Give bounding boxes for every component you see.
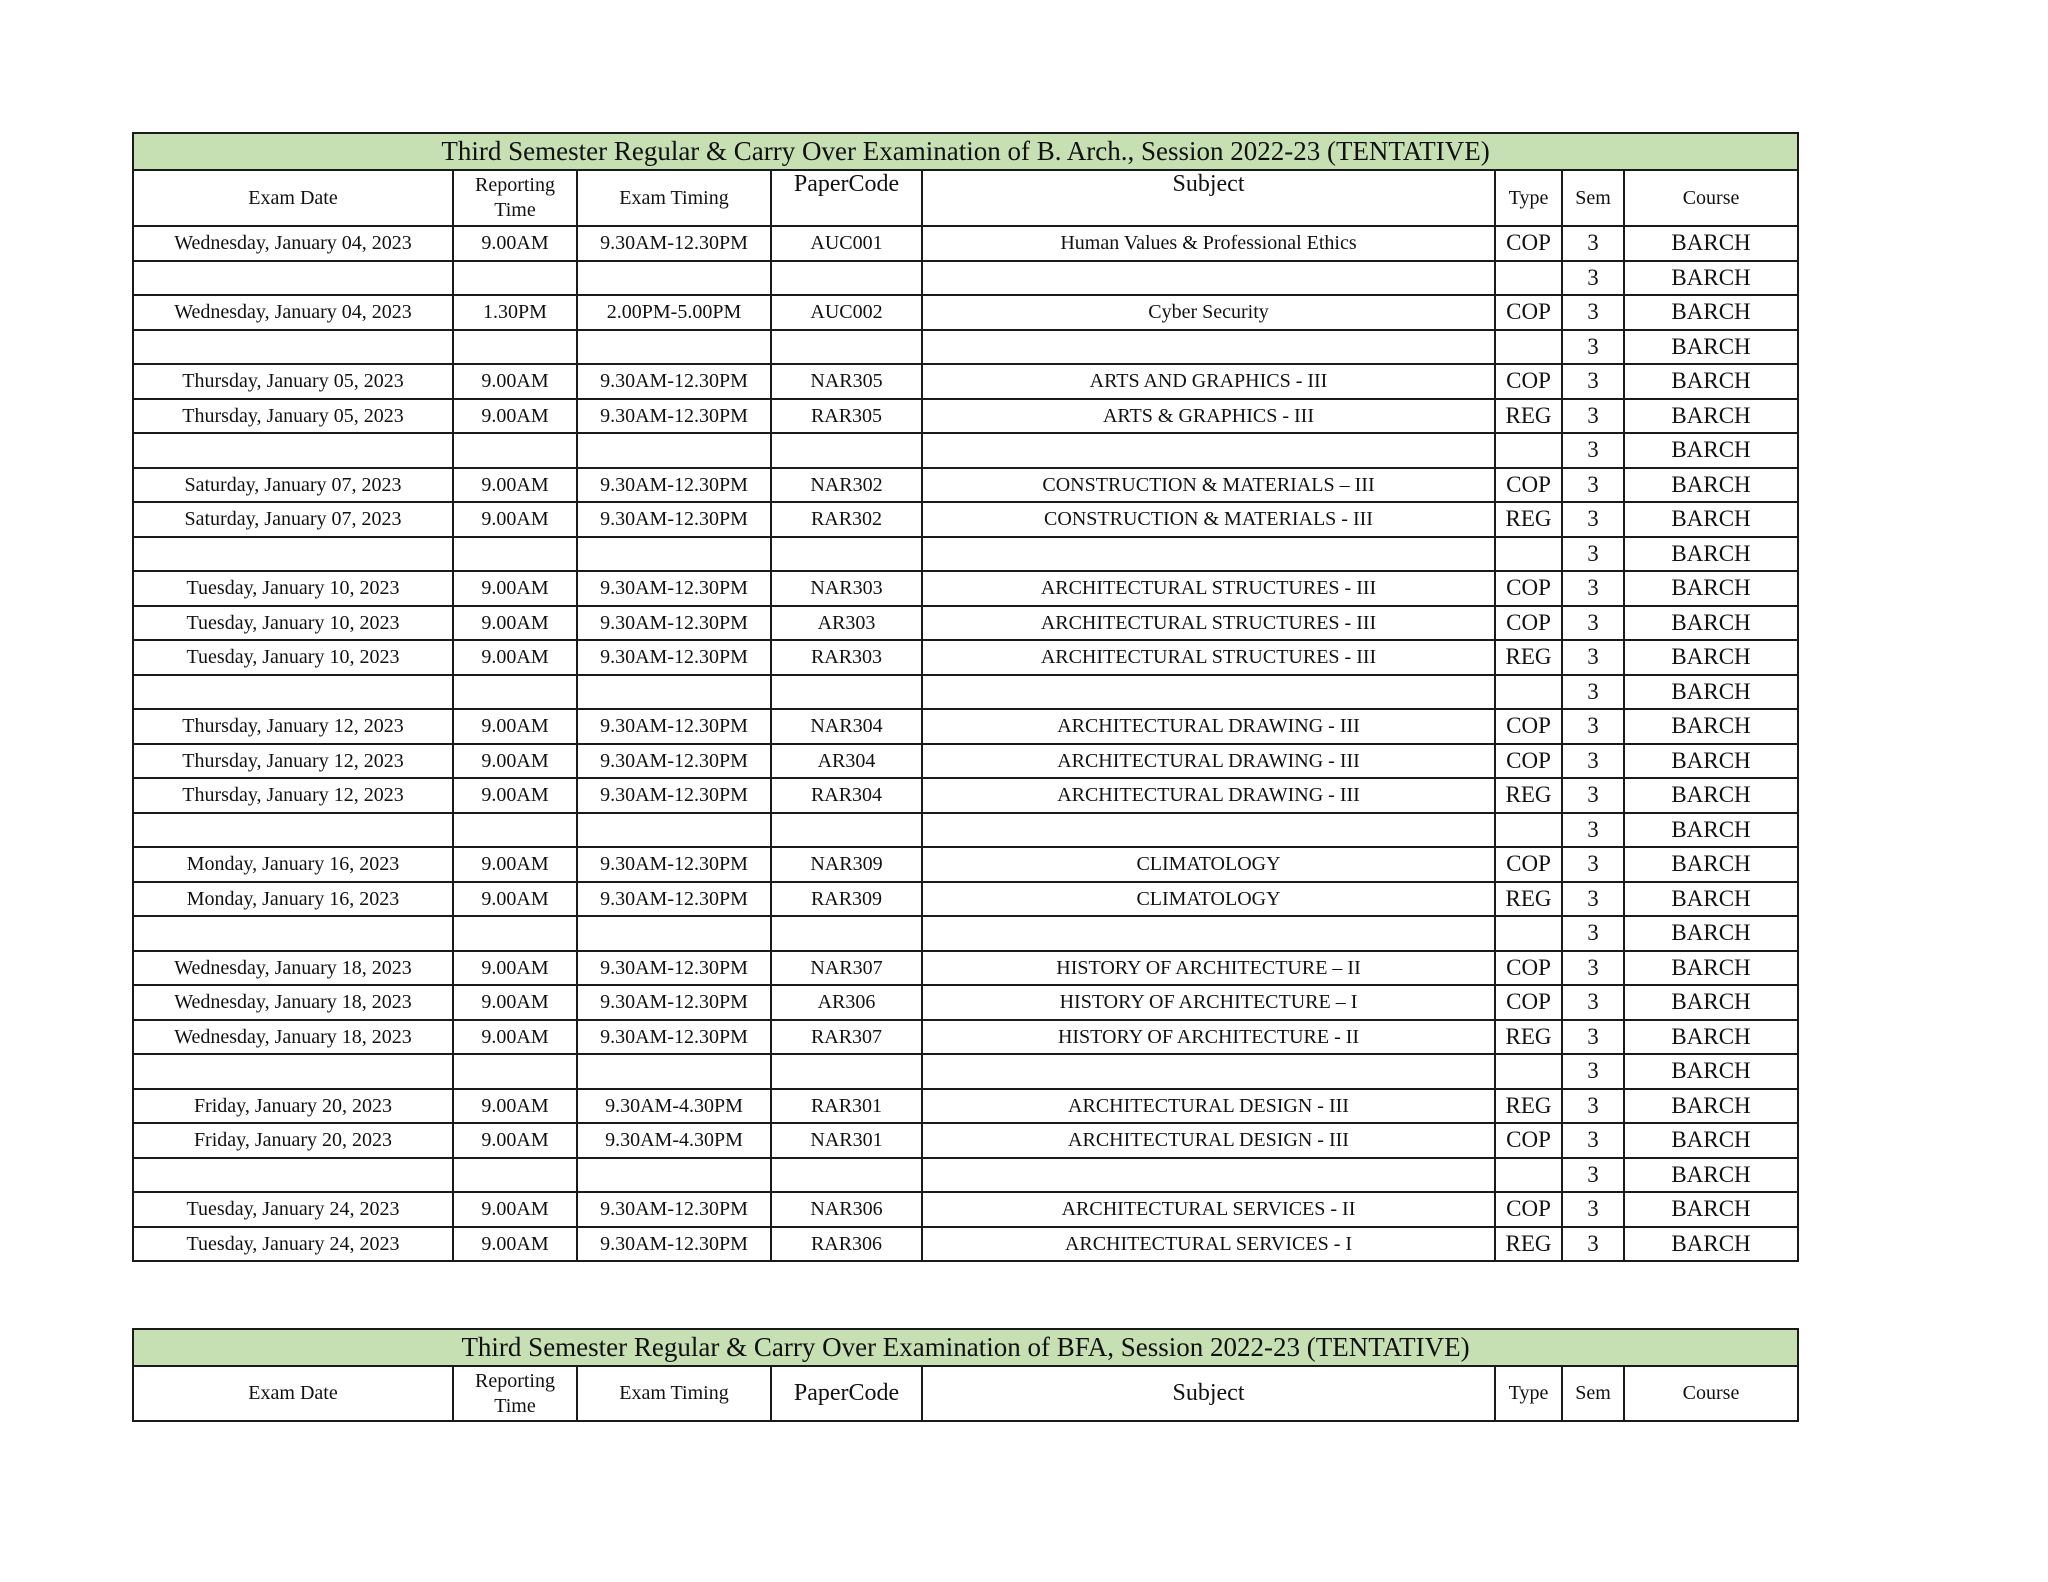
table-row <box>133 502 1798 537</box>
reporting-time-cell <box>453 537 577 572</box>
sem-cell: 3 <box>1562 847 1624 882</box>
table-row <box>133 399 1798 434</box>
paper-code-cell <box>771 813 922 848</box>
exam-date-cell: Tuesday, January 24, 2023 <box>133 1192 453 1227</box>
subject-cell <box>922 1158 1495 1193</box>
course-cell: BARCH <box>1624 433 1798 468</box>
reporting-time-cell: 9.00AM <box>453 951 577 986</box>
paper-code-cell: NAR306 <box>771 1192 922 1227</box>
type-cell: COP <box>1495 226 1562 261</box>
col-header-type: Type <box>1495 1366 1562 1421</box>
exam-date-cell <box>133 537 453 572</box>
sem-cell: 3 <box>1562 1089 1624 1124</box>
reporting-time-cell: 9.00AM <box>453 502 577 537</box>
course-cell: BARCH <box>1624 778 1798 813</box>
exam-date-cell: Tuesday, January 24, 2023 <box>133 1227 453 1262</box>
sem-cell: 3 <box>1562 882 1624 917</box>
col-header-paper-code: PaperCode <box>771 170 922 226</box>
exam-timing-cell <box>577 330 771 365</box>
course-cell: BARCH <box>1624 1192 1798 1227</box>
course-cell: BARCH <box>1624 1089 1798 1124</box>
paper-code-cell: RAR302 <box>771 502 922 537</box>
type-cell <box>1495 916 1562 951</box>
course-cell: BARCH <box>1624 399 1798 434</box>
exam-date-cell: Wednesday, January 04, 2023 <box>133 226 453 261</box>
type-cell: REG <box>1495 778 1562 813</box>
sem-cell: 3 <box>1562 295 1624 330</box>
table-row <box>133 951 1798 986</box>
table-row <box>133 295 1798 330</box>
paper-code-cell: RAR305 <box>771 399 922 434</box>
sem-cell: 3 <box>1562 1192 1624 1227</box>
exam-timing-cell <box>577 675 771 710</box>
reporting-time-cell: 9.00AM <box>453 1123 577 1158</box>
subject-cell: ARCHITECTURAL STRUCTURES - III <box>922 571 1495 606</box>
type-cell <box>1495 261 1562 296</box>
paper-code-cell <box>771 537 922 572</box>
type-cell: REG <box>1495 399 1562 434</box>
exam-date-cell: Tuesday, January 10, 2023 <box>133 571 453 606</box>
exam-date-cell: Thursday, January 05, 2023 <box>133 399 453 434</box>
exam-timing-cell: 9.30AM-12.30PM <box>577 1192 771 1227</box>
type-cell <box>1495 1054 1562 1089</box>
type-cell: COP <box>1495 951 1562 986</box>
col-header-exam-date: Exam Date <box>133 170 453 226</box>
exam-timing-cell: 9.30AM-12.30PM <box>577 468 771 503</box>
reporting-time-cell: 9.00AM <box>453 640 577 675</box>
paper-code-cell: RAR307 <box>771 1020 922 1055</box>
subject-cell: ARCHITECTURAL DESIGN - III <box>922 1089 1495 1124</box>
subject-cell: Human Values & Professional Ethics <box>922 226 1495 261</box>
table-row <box>133 916 1798 951</box>
paper-code-cell: RAR304 <box>771 778 922 813</box>
type-cell: COP <box>1495 606 1562 641</box>
course-cell: BARCH <box>1624 468 1798 503</box>
exam-date-cell: Friday, January 20, 2023 <box>133 1123 453 1158</box>
exam-timing-cell: 2.00PM-5.00PM <box>577 295 771 330</box>
type-cell: COP <box>1495 709 1562 744</box>
paper-code-cell <box>771 433 922 468</box>
course-cell: BARCH <box>1624 640 1798 675</box>
table-row <box>133 433 1798 468</box>
course-cell: BARCH <box>1624 1227 1798 1262</box>
exam-timing-cell: 9.30AM-4.30PM <box>577 1089 771 1124</box>
exam-date-cell: Wednesday, January 04, 2023 <box>133 295 453 330</box>
exam-date-cell: Monday, January 16, 2023 <box>133 847 453 882</box>
sem-cell: 3 <box>1562 364 1624 399</box>
exam-date-cell: Friday, January 20, 2023 <box>133 1089 453 1124</box>
col-header-exam-date: Exam Date <box>133 1366 453 1421</box>
type-cell <box>1495 330 1562 365</box>
exam-date-cell: Thursday, January 12, 2023 <box>133 744 453 779</box>
exam-timing-cell <box>577 1158 771 1193</box>
exam-date-cell <box>133 675 453 710</box>
paper-code-cell: RAR303 <box>771 640 922 675</box>
sem-cell: 3 <box>1562 675 1624 710</box>
sem-cell: 3 <box>1562 1158 1624 1193</box>
sem-cell: 3 <box>1562 985 1624 1020</box>
exam-timing-cell: 9.30AM-12.30PM <box>577 606 771 641</box>
reporting-time-cell <box>453 916 577 951</box>
type-cell: COP <box>1495 744 1562 779</box>
exam-timing-cell: 9.30AM-12.30PM <box>577 1020 771 1055</box>
sem-cell: 3 <box>1562 709 1624 744</box>
course-cell: BARCH <box>1624 1054 1798 1089</box>
reporting-time-cell <box>453 813 577 848</box>
course-cell: BARCH <box>1624 985 1798 1020</box>
sem-cell: 3 <box>1562 640 1624 675</box>
course-cell: BARCH <box>1624 571 1798 606</box>
reporting-time-cell: 9.00AM <box>453 778 577 813</box>
table-row <box>133 813 1798 848</box>
sem-cell: 3 <box>1562 813 1624 848</box>
exam-timing-cell: 9.30AM-12.30PM <box>577 709 771 744</box>
paper-code-cell: NAR307 <box>771 951 922 986</box>
type-cell: COP <box>1495 1192 1562 1227</box>
reporting-time-cell <box>453 261 577 296</box>
exam-timing-cell: 9.30AM-12.30PM <box>577 640 771 675</box>
course-cell: BARCH <box>1624 330 1798 365</box>
sem-cell: 3 <box>1562 778 1624 813</box>
subject-cell: ARCHITECTURAL STRUCTURES - III <box>922 640 1495 675</box>
table-row <box>133 606 1798 641</box>
type-cell: REG <box>1495 640 1562 675</box>
paper-code-cell <box>771 675 922 710</box>
bfa-exam-table <box>132 1328 1799 1422</box>
course-cell: BARCH <box>1624 744 1798 779</box>
exam-date-cell: Wednesday, January 18, 2023 <box>133 1020 453 1055</box>
sem-cell: 3 <box>1562 1020 1624 1055</box>
col-header-sem: Sem <box>1562 170 1624 226</box>
exam-date-cell <box>133 330 453 365</box>
exam-date-cell <box>133 433 453 468</box>
sem-cell: 3 <box>1562 537 1624 572</box>
exam-date-cell <box>133 261 453 296</box>
paper-code-cell: NAR304 <box>771 709 922 744</box>
table-row <box>133 675 1798 710</box>
paper-code-cell: NAR301 <box>771 1123 922 1158</box>
table-row <box>133 709 1798 744</box>
exam-timing-cell: 9.30AM-12.30PM <box>577 502 771 537</box>
table-row <box>133 985 1798 1020</box>
course-cell: BARCH <box>1624 709 1798 744</box>
course-cell: BARCH <box>1624 502 1798 537</box>
subject-cell <box>922 261 1495 296</box>
sem-cell: 3 <box>1562 399 1624 434</box>
subject-cell: ARCHITECTURAL SERVICES - I <box>922 1227 1495 1262</box>
course-cell: BARCH <box>1624 1123 1798 1158</box>
reporting-time-cell <box>453 433 577 468</box>
paper-code-cell: AUC001 <box>771 226 922 261</box>
paper-code-cell: AR306 <box>771 985 922 1020</box>
exam-timing-cell: 9.30AM-12.30PM <box>577 847 771 882</box>
subject-cell: HISTORY OF ARCHITECTURE – I <box>922 985 1495 1020</box>
sem-cell: 3 <box>1562 916 1624 951</box>
course-cell: BARCH <box>1624 1158 1798 1193</box>
table-row <box>133 537 1798 572</box>
course-cell: BARCH <box>1624 226 1798 261</box>
type-cell: COP <box>1495 364 1562 399</box>
type-cell: REG <box>1495 502 1562 537</box>
type-cell: COP <box>1495 1123 1562 1158</box>
type-cell: REG <box>1495 1020 1562 1055</box>
reporting-time-cell: 9.00AM <box>453 1089 577 1124</box>
sem-cell: 3 <box>1562 502 1624 537</box>
table-row <box>133 640 1798 675</box>
type-cell: COP <box>1495 847 1562 882</box>
type-cell: REG <box>1495 1089 1562 1124</box>
subject-cell: ARCHITECTURAL DRAWING - III <box>922 744 1495 779</box>
subject-cell: HISTORY OF ARCHITECTURE – II <box>922 951 1495 986</box>
table-row <box>133 226 1798 261</box>
exam-date-cell: Monday, January 16, 2023 <box>133 882 453 917</box>
reporting-time-cell: 9.00AM <box>453 847 577 882</box>
course-cell: BARCH <box>1624 295 1798 330</box>
sem-cell: 3 <box>1562 744 1624 779</box>
subject-cell: CLIMATOLOGY <box>922 847 1495 882</box>
reporting-time-cell: 9.00AM <box>453 1227 577 1262</box>
course-cell: BARCH <box>1624 847 1798 882</box>
table-row <box>133 1158 1798 1193</box>
subject-cell: CONSTRUCTION & MATERIALS – III <box>922 468 1495 503</box>
paper-code-cell: NAR305 <box>771 364 922 399</box>
exam-timing-cell: 9.30AM-12.30PM <box>577 1227 771 1262</box>
reporting-time-cell: 9.00AM <box>453 226 577 261</box>
paper-code-cell <box>771 1054 922 1089</box>
table-row <box>133 847 1798 882</box>
exam-date-cell: Thursday, January 05, 2023 <box>133 364 453 399</box>
reporting-time-cell: 9.00AM <box>453 1192 577 1227</box>
table-row <box>133 330 1798 365</box>
type-cell <box>1495 1158 1562 1193</box>
exam-timing-cell: 9.30AM-12.30PM <box>577 399 771 434</box>
sem-cell: 3 <box>1562 330 1624 365</box>
reporting-time-cell: 9.00AM <box>453 882 577 917</box>
sem-cell: 3 <box>1562 468 1624 503</box>
course-cell: BARCH <box>1624 1020 1798 1055</box>
type-cell: COP <box>1495 571 1562 606</box>
sem-cell: 3 <box>1562 1123 1624 1158</box>
paper-code-cell: AR304 <box>771 744 922 779</box>
type-cell: COP <box>1495 295 1562 330</box>
exam-date-cell: Tuesday, January 10, 2023 <box>133 606 453 641</box>
subject-cell: CONSTRUCTION & MATERIALS - III <box>922 502 1495 537</box>
type-cell <box>1495 537 1562 572</box>
exam-timing-cell <box>577 813 771 848</box>
reporting-time-cell: 9.00AM <box>453 606 577 641</box>
course-cell: BARCH <box>1624 261 1798 296</box>
exam-timing-cell <box>577 261 771 296</box>
subject-cell: ARCHITECTURAL SERVICES - II <box>922 1192 1495 1227</box>
col-header-exam-timing: Exam Timing <box>577 1366 771 1421</box>
reporting-time-cell <box>453 1158 577 1193</box>
course-cell: BARCH <box>1624 882 1798 917</box>
type-cell <box>1495 675 1562 710</box>
course-cell: BARCH <box>1624 606 1798 641</box>
type-cell: REG <box>1495 882 1562 917</box>
reporting-time-cell: 1.30PM <box>453 295 577 330</box>
subject-cell <box>922 433 1495 468</box>
col-header-reporting-time: Reporting Time <box>453 170 577 226</box>
exam-date-cell: Tuesday, January 10, 2023 <box>133 640 453 675</box>
reporting-time-cell: 9.00AM <box>453 399 577 434</box>
type-cell: COP <box>1495 468 1562 503</box>
table-row <box>133 778 1798 813</box>
subject-cell <box>922 675 1495 710</box>
reporting-time-cell <box>453 1054 577 1089</box>
table-row <box>133 1054 1798 1089</box>
table-title: Third Semester Regular & Carry Over Examination of B. Arch., Session 2022-23 (TENTATIVE) <box>133 133 1798 170</box>
subject-cell: ARTS AND GRAPHICS - III <box>922 364 1495 399</box>
paper-code-cell: RAR301 <box>771 1089 922 1124</box>
sem-cell: 3 <box>1562 226 1624 261</box>
subject-cell: HISTORY OF ARCHITECTURE - II <box>922 1020 1495 1055</box>
table-row <box>133 744 1798 779</box>
barch-exam-table <box>132 132 1799 1262</box>
course-cell: BARCH <box>1624 537 1798 572</box>
table-row <box>133 1227 1798 1262</box>
subject-cell: Cyber Security <box>922 295 1495 330</box>
exam-date-cell: Saturday, January 07, 2023 <box>133 502 453 537</box>
reporting-time-cell: 9.00AM <box>453 571 577 606</box>
exam-timing-cell: 9.30AM-12.30PM <box>577 571 771 606</box>
subject-cell <box>922 1054 1495 1089</box>
paper-code-cell: RAR306 <box>771 1227 922 1262</box>
col-header-course: Course <box>1624 170 1798 226</box>
exam-date-cell <box>133 1054 453 1089</box>
table-row <box>133 571 1798 606</box>
course-cell: BARCH <box>1624 813 1798 848</box>
sem-cell: 3 <box>1562 261 1624 296</box>
exam-timing-cell: 9.30AM-12.30PM <box>577 364 771 399</box>
exam-date-cell <box>133 813 453 848</box>
exam-timing-cell <box>577 537 771 572</box>
col-header-subject: Subject <box>922 1366 1495 1421</box>
course-cell: BARCH <box>1624 916 1798 951</box>
paper-code-cell: NAR302 <box>771 468 922 503</box>
exam-timing-cell: 9.30AM-12.30PM <box>577 985 771 1020</box>
paper-code-cell <box>771 261 922 296</box>
subject-cell: ARCHITECTURAL DESIGN - III <box>922 1123 1495 1158</box>
table-row <box>133 1020 1798 1055</box>
col-header-subject: Subject <box>922 170 1495 226</box>
exam-rows <box>133 226 1798 1261</box>
paper-code-cell <box>771 330 922 365</box>
table-row <box>133 1192 1798 1227</box>
reporting-time-cell <box>453 330 577 365</box>
subject-cell: ARCHITECTURAL STRUCTURES - III <box>922 606 1495 641</box>
exam-date-cell <box>133 916 453 951</box>
table-row <box>133 261 1798 296</box>
reporting-time-cell: 9.00AM <box>453 744 577 779</box>
subject-cell <box>922 813 1495 848</box>
exam-date-cell: Wednesday, January 18, 2023 <box>133 985 453 1020</box>
exam-timing-cell: 9.30AM-12.30PM <box>577 226 771 261</box>
paper-code-cell: AR303 <box>771 606 922 641</box>
col-header-type: Type <box>1495 170 1562 226</box>
paper-code-cell: NAR303 <box>771 571 922 606</box>
paper-code-cell: AUC002 <box>771 295 922 330</box>
exam-timing-cell <box>577 433 771 468</box>
table-title: Third Semester Regular & Carry Over Examination of BFA, Session 2022-23 (TENTATIVE) <box>133 1329 1798 1366</box>
subject-cell: ARCHITECTURAL DRAWING - III <box>922 709 1495 744</box>
exam-timing-cell: 9.30AM-4.30PM <box>577 1123 771 1158</box>
reporting-time-cell: 9.00AM <box>453 364 577 399</box>
sem-cell: 3 <box>1562 433 1624 468</box>
exam-date-cell: Thursday, January 12, 2023 <box>133 709 453 744</box>
table-row <box>133 364 1798 399</box>
col-header-exam-timing: Exam Timing <box>577 170 771 226</box>
subject-cell: ARTS & GRAPHICS - III <box>922 399 1495 434</box>
table-row <box>133 468 1798 503</box>
exam-date-cell: Wednesday, January 18, 2023 <box>133 951 453 986</box>
exam-timing-cell: 9.30AM-12.30PM <box>577 951 771 986</box>
reporting-time-cell: 9.00AM <box>453 468 577 503</box>
paper-code-cell <box>771 1158 922 1193</box>
reporting-time-cell: 9.00AM <box>453 985 577 1020</box>
course-cell: BARCH <box>1624 951 1798 986</box>
subject-cell <box>922 916 1495 951</box>
reporting-time-cell: 9.00AM <box>453 709 577 744</box>
type-cell: REG <box>1495 1227 1562 1262</box>
exam-date-cell: Thursday, January 12, 2023 <box>133 778 453 813</box>
exam-date-cell <box>133 1158 453 1193</box>
exam-timing-cell <box>577 916 771 951</box>
exam-timing-cell: 9.30AM-12.30PM <box>577 882 771 917</box>
exam-timing-cell: 9.30AM-12.30PM <box>577 744 771 779</box>
course-cell: BARCH <box>1624 675 1798 710</box>
table-row <box>133 882 1798 917</box>
col-header-course: Course <box>1624 1366 1798 1421</box>
table-row <box>133 1123 1798 1158</box>
col-header-paper-code: PaperCode <box>771 1366 922 1421</box>
sem-cell: 3 <box>1562 1227 1624 1262</box>
col-header-sem: Sem <box>1562 1366 1624 1421</box>
type-cell <box>1495 433 1562 468</box>
table-row <box>133 1089 1798 1124</box>
subject-cell: CLIMATOLOGY <box>922 882 1495 917</box>
type-cell <box>1495 813 1562 848</box>
course-cell: BARCH <box>1624 364 1798 399</box>
col-header-reporting-time: Reporting Time <box>453 1366 577 1421</box>
reporting-time-cell <box>453 675 577 710</box>
paper-code-cell: NAR309 <box>771 847 922 882</box>
sem-cell: 3 <box>1562 606 1624 641</box>
paper-code-cell: RAR309 <box>771 882 922 917</box>
reporting-time-cell: 9.00AM <box>453 1020 577 1055</box>
sem-cell: 3 <box>1562 951 1624 986</box>
sem-cell: 3 <box>1562 571 1624 606</box>
exam-timing-cell <box>577 1054 771 1089</box>
subject-cell <box>922 330 1495 365</box>
paper-code-cell <box>771 916 922 951</box>
exam-timing-cell: 9.30AM-12.30PM <box>577 778 771 813</box>
sem-cell: 3 <box>1562 1054 1624 1089</box>
subject-cell: ARCHITECTURAL DRAWING - III <box>922 778 1495 813</box>
exam-date-cell: Saturday, January 07, 2023 <box>133 468 453 503</box>
subject-cell <box>922 537 1495 572</box>
type-cell: COP <box>1495 985 1562 1020</box>
